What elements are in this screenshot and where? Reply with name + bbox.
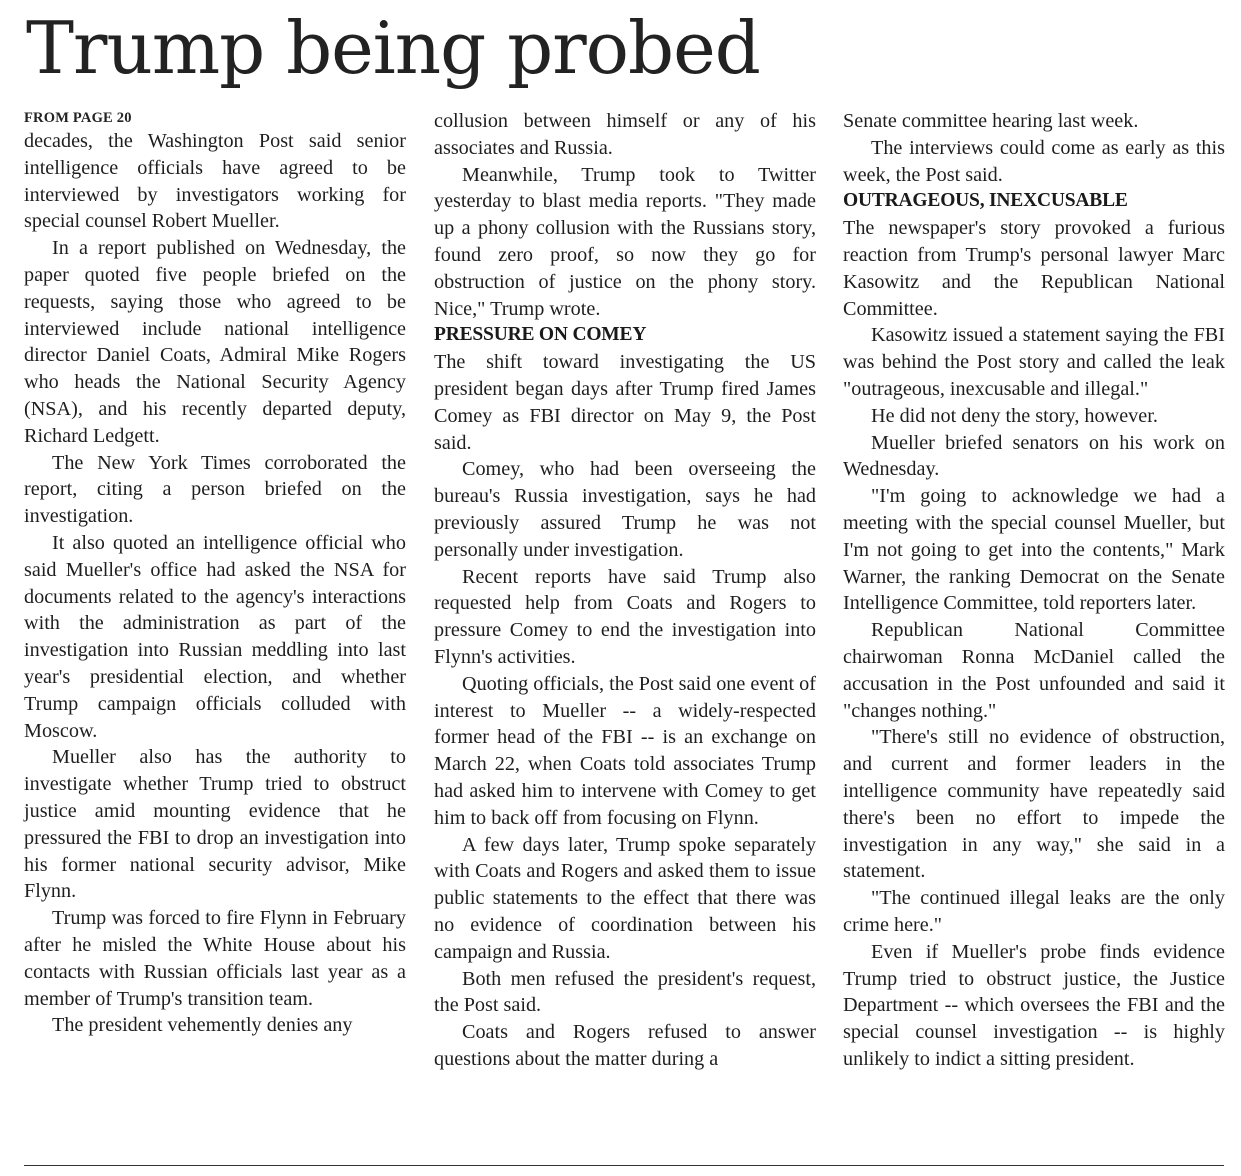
paragraph: Quoting officials, the Post said one event of interest to Mueller -- a widely-respected former head of the FBI -- is an exchange on March 22, when Coats told associates Trump had asked him to intervene with Comey to get him to back off from focusing on Flynn. (434, 672, 816, 829)
paragraph: He did not deny the story, however. (871, 404, 1158, 427)
paragraph: "The continued illegal leaks are the only crime here." (843, 887, 1225, 936)
article-column-1 (24, 108, 406, 1039)
paragraph: Mueller also has the authority to investigate whether Trump tried to obstruct justice amid mounting evidence that he pressured the FBI to drop an investigation into his former national security advisor, Mike Flynn. (24, 746, 406, 903)
paragraph: The New York Times corroborated the report, citing a person briefed on the investigation. (24, 451, 406, 528)
subheading: OUTRAGEOUS, INEXCUSABLE (843, 190, 1128, 212)
paragraph: Republican National Committee chairwoman Ronna McDaniel called the accusation in the Post unfounded and said it "changes nothing." (843, 619, 1225, 722)
paragraph: The interviews could come as early as this week, the Post said. (843, 136, 1225, 186)
paragraph: Comey, who had been overseeing the bureau's Russia investigation, says he had previously assured Trump he was not personally under investigation. (434, 458, 816, 561)
subheading: PRESSURE ON COMEY (434, 324, 647, 346)
paragraph: Senate committee hearing last week. (843, 110, 1139, 132)
paragraph: collusion between himself or any of his associates and Russia. (434, 110, 816, 159)
paragraph: "I'm going to acknowledge we had a meeting with the special counsel Mueller, but I'm not going to get into the contents," Mark Warner, the ranking Democrat on the Senate Intelligence Committee, told reporters later. (843, 485, 1225, 615)
paragraph: The president vehemently denies any (52, 1014, 353, 1037)
paragraph: The newspaper's story provoked a furious reaction from Trump's personal lawyer Marc Kasowitz and the Republican National Committee. (843, 217, 1225, 320)
continuation-kicker: FROM PAGE 20 (24, 110, 132, 126)
bottom-rule (24, 1165, 1224, 1166)
paragraph: "There's still no evidence of obstruction, and current and former leaders in the intelligence community have repeatedly said there's been no effort to impede the investigation in any way," she said in a statement. (843, 726, 1225, 883)
paragraph: A few days later, Trump spoke separately with Coats and Rogers and asked them to issue public statements to the effect that there was no evidence of coordination between his campaign and Russia. (434, 833, 816, 963)
paragraph: Recent reports have said Trump also requested help from Coats and Rogers to pressure Comey to end the investigation into Flynn's activities. (434, 565, 816, 668)
paragraph: Both men refused the president's request, the Post said. (434, 967, 816, 1017)
paragraph: In a report published on Wednesday, the paper quoted five people briefed on the requests, saying those who agreed to be interviewed include national intelligence director Daniel Coats, Admiral Mike Rogers who heads the National Security Agency (NSA), and his recently departed deputy, Richard Ledgett. (24, 237, 406, 447)
paragraph: It also quoted an intelligence official who said Mueller's office had asked the NSA for documents related to the agency's interactions with the administration as part of the investigation into Russian meddling into last year's presidential election, and whether Trump campaign officials colluded with Moscow. (24, 531, 406, 742)
paragraph: decades, the Washington Post said senior intelligence officials have agreed to be interviewed by investigators working for special counsel Robert Mueller. (24, 130, 406, 233)
article-column-3 (843, 108, 1225, 1073)
paragraph: Coats and Rogers refused to answer questions about the matter during a (434, 1021, 816, 1070)
headline: Trump being probed (26, 6, 760, 90)
paragraph: Trump was forced to fire Flynn in February after he misled the White House about his contacts with Russian officials last year as a member of Trump's transition team. (24, 907, 406, 1010)
paragraph: Mueller briefed senators on his work on Wednesday. (843, 431, 1225, 481)
paragraph: Kasowitz issued a statement saying the FBI was behind the Post story and called the leak "outrageous, inexcusable and illegal." (843, 324, 1225, 400)
article-column-2 (434, 108, 816, 1073)
paragraph: Even if Mueller's probe finds evidence Trump tried to obstruct justice, the Justice Department -- which oversees the FBI and the special counsel investigation -- is highly unlikely to indict a sitting president. (843, 940, 1225, 1070)
paragraph: The shift toward investigating the US president began days after Trump fired James Comey as FBI director on May 9, the Post said. (434, 351, 816, 454)
paragraph: Meanwhile, Trump took to Twitter yesterday to blast media reports. "They made up a phony collusion with the Russians story, found zero proof, so now they go for obstruction of justice on the phony story. Nice," Trump wrote. (434, 163, 816, 320)
